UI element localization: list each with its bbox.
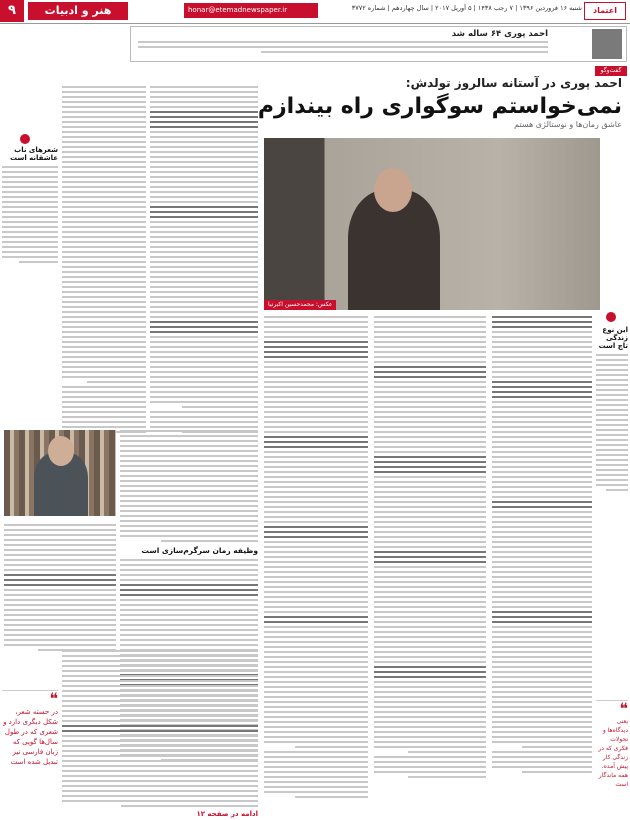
- article-subheadline: احمد پوری در آستانه سالروز تولدش:: [405, 76, 622, 90]
- dateline: شنبه ۱۶ فروردین ۱۳۹۶ | ۷ رجب ۱۴۳۸ | ۵ آوریل ۲۰۱۷ | سال چهاردهم | شماره ۳۷۷۲: [351, 4, 582, 12]
- lower-left-bottom: [62, 650, 258, 818]
- section-title: هنر و ادبیات: [28, 2, 128, 20]
- header-rule: [0, 23, 630, 24]
- sidebar-left-badge: [20, 134, 30, 144]
- left-column-1: [62, 86, 146, 436]
- bio-text: [138, 41, 548, 59]
- sidebar-left-title: شعرهای ناب عاشقانه است: [10, 146, 58, 162]
- sidebar-right-badge: [606, 312, 616, 322]
- pull-quote-left-text: در حسته شعر، شکل دیگری دارد و شعری که در طول سال‌ها گویی که زبان فارسی نیز تبدیل شده است: [3, 708, 58, 766]
- subhead-novel: وظیفه رمان سرگرم‌سازی است: [141, 546, 258, 555]
- sidebar-right-title: این نوع زندگی تاچ است: [598, 326, 628, 350]
- bio-title: احمد پوری ۶۴ ساله شد: [451, 29, 548, 39]
- quote-mark-icon: ❝: [49, 689, 58, 708]
- lower-left-column-2: [4, 524, 116, 654]
- sidebar-left: [2, 146, 58, 266]
- main-photo: [264, 138, 600, 310]
- bio-photo: [592, 29, 622, 59]
- article-headline: نمی‌خواستم سوگواری راه بیندازم: [257, 94, 622, 119]
- masthead-bar: [0, 0, 630, 22]
- pull-quote-left: [2, 690, 58, 767]
- article-kicker: گفت‌وگو: [595, 66, 627, 76]
- secondary-photo: [4, 430, 116, 516]
- newspaper-logo: اعتماد: [584, 2, 626, 20]
- middle-column-1: [264, 316, 368, 801]
- sidebar-right: [596, 326, 628, 494]
- page-number: ۹: [0, 0, 24, 22]
- left-column-2: [150, 86, 258, 436]
- pull-quote-right-text: یعنی دیدگاه‌ها و تحولات فکری که در زندگی کار پیش آمده، همه ماندگار است: [598, 718, 628, 788]
- quote-mark-icon: ❝: [619, 699, 628, 718]
- section-email[interactable]: honar@etemadnewspaper.ir: [184, 3, 318, 18]
- photo-caption: عکس: محمدحسین اکبرنیا: [264, 300, 336, 310]
- right-column: [492, 316, 592, 776]
- pull-quote-right: [596, 700, 628, 789]
- article-byline: عاشق رمان‌ها و نوستالژی هستم: [514, 120, 622, 129]
- middle-column-2: [374, 316, 486, 781]
- continue-note[interactable]: ادامه در صفحه ۱۲: [196, 810, 258, 818]
- bio-box: [130, 26, 627, 62]
